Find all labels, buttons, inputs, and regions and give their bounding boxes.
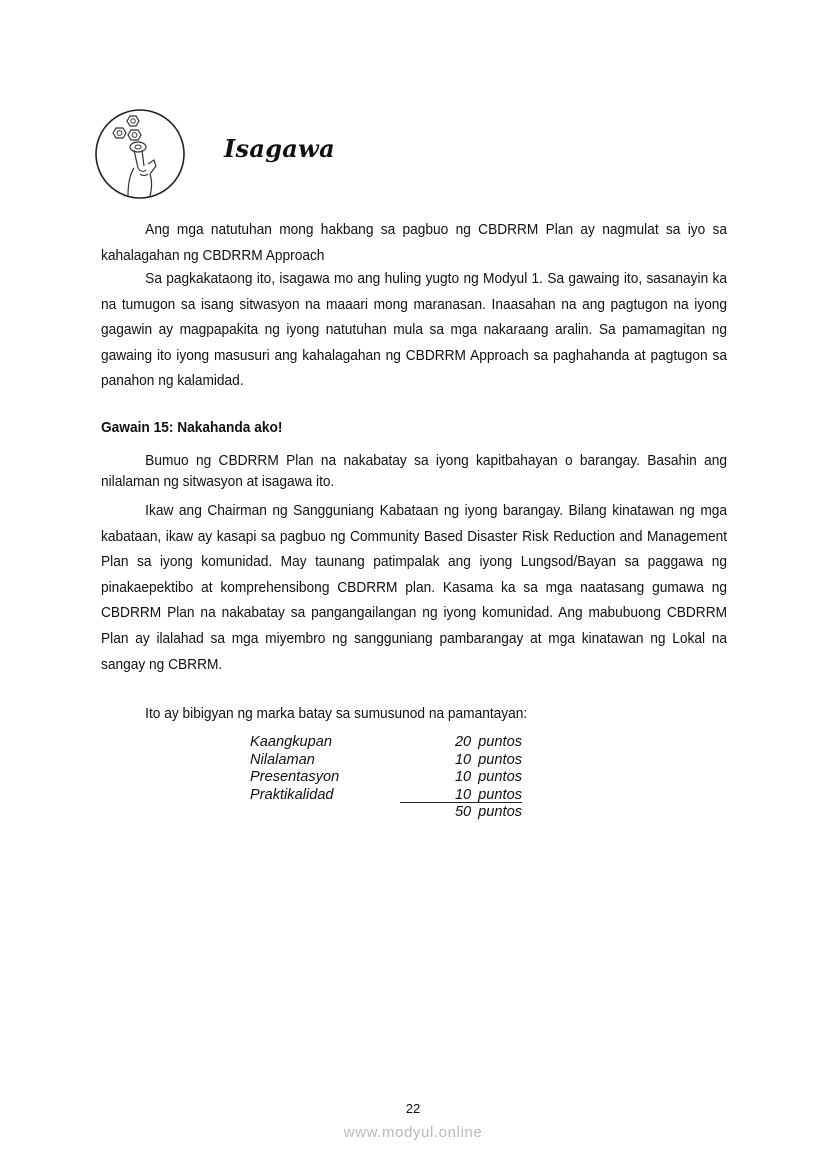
hand-holding-bolts-icon <box>94 108 186 200</box>
activity-scenario <box>101 499 727 678</box>
activity-instruction <box>101 451 727 493</box>
rubric-points-value: 20 <box>454 734 472 750</box>
rubric-table <box>250 734 522 822</box>
activity-instruction-text: Bumuo ng CBDRRM Plan na nakabatay sa iyong kapitbahayan o barangay. Basahin ang nilalaman ng sitwasyon at isagawa ito. <box>101 453 728 490</box>
activity-scenario-text: Ikaw ang Chairman ng Sangguniang Kabataan ng iyong barangay. Bilang kinatawan ng mga kabataan, ikaw ay kasapi sa pagbuo ng Community Based Disaster Risk Reduction and Management Plan sa iyong komunidad. May taunang patimpalak ang iyong Lungsod/Bayan sa paggawa ng pinakaepektibo at komprehensibong CBDRRM plan. Kasama ka sa mga naatasang gumawa ng CBDRRM Plan na nakabatay sa pangangailangan ng iyong komunidad. Ang mabubuong CBDRRM Plan ay ilalahad sa mga miyembro ng sangguniang pambarangay at mga kinatawan ng Lokal na sangay ng CBRRM. <box>101 503 728 673</box>
rubric-points-value: 10 <box>454 751 472 768</box>
rubric-row <box>250 734 522 752</box>
rubric-intro-text: Ito ay bibigyan ng marka batay sa sumusunod na pamantayan: <box>145 706 528 722</box>
activity-heading: Gawain 15: Nakahanda ako! <box>101 420 283 436</box>
intro-paragraph-2 <box>101 267 727 395</box>
rubric-points-value: 10 <box>454 769 472 786</box>
intro-paragraph-2-text: Sa pagkakataong ito, isagawa mo ang huling yugto ng Modyul 1. Sa gawaing ito, sasanayin ka na tumugon sa isang sitwasyon na maaari mong maranasan. Inaasahan na ang pagtugon na iyong gagawin ay magpapakita ng iyong natutuhan mula sa mga nakaraang aralin. Sa pamamagitan ng gawaing ito iyong masusuri ang kahalagahan ng CBDRRM Approach sa paghahanda at pagtugon sa panahon ng kalamidad. <box>101 271 728 390</box>
rubric-points-unit: puntos <box>478 786 522 803</box>
sum-rule <box>400 802 522 803</box>
rubric-total-value: 50 <box>454 804 472 821</box>
intro-paragraph-1-text: Ang mga natutuhan mong hakbang sa pagbuo ng CBDRRM Plan ay nagmulat sa iyo sa kahalagahan ng CBDRRM Approach <box>101 222 728 264</box>
rubric-intro <box>101 702 727 728</box>
rubric-points-unit: puntos <box>478 769 522 786</box>
rubric-points-value: 10 <box>454 786 472 803</box>
rubric-total-unit: puntos <box>478 804 522 821</box>
rubric-points <box>455 734 522 752</box>
rubric-criterion: Presentasyon <box>250 769 340 786</box>
rubric-total <box>455 804 522 822</box>
rubric-points-unit: puntos <box>478 751 522 768</box>
rubric-points <box>455 752 522 770</box>
rubric-criterion: Praktikalidad <box>250 786 334 803</box>
watermark: www.modyul.online <box>343 1124 483 1141</box>
rubric-row <box>250 769 522 787</box>
rubric-criterion: Kaangkupan <box>250 734 332 750</box>
rubric-row <box>250 787 522 805</box>
intro-paragraph-1 <box>101 218 727 269</box>
rubric-row <box>250 752 522 770</box>
rubric-criterion: Nilalaman <box>250 751 315 768</box>
section-title: Isagawa <box>224 134 335 163</box>
rubric-points-unit: puntos <box>478 734 522 750</box>
rubric-total-row <box>250 804 522 822</box>
rubric-points <box>455 769 522 787</box>
page-number: 22 <box>405 1101 421 1116</box>
